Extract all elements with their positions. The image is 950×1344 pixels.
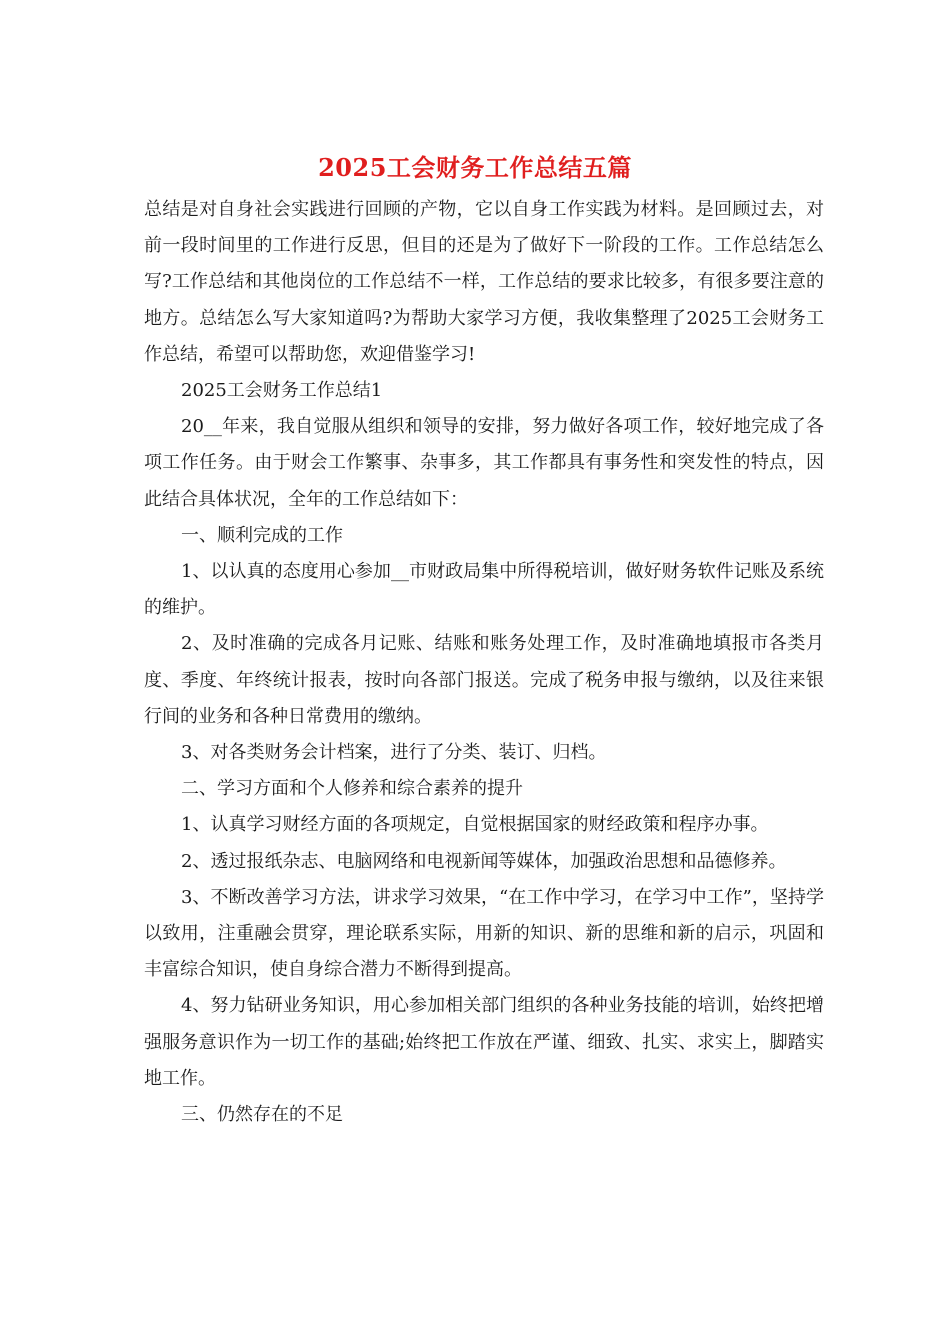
learning-item-4: 4、努力钻研业务知识，用心参加相关部门组织的各种业务技能的培训，始终把增强服务意识作为一切工作的基础;始终把工作放在严谨、细致、扎实、求实上，脚踏实地工作。 (144, 995, 824, 1089)
learning-item-3: 3、不断改善学习方法，讲求学习效果，“在工作中学习，在学习中工作”，坚持学以致用，注重融会贯穿，理论联系实际，用新的知识、新的思维和新的启示，巩固和丰富综合知识，使自身综合潜力不断得到提高。 (144, 886, 824, 981)
learning-item-2: 2、透过报纸杂志、电脑网络和电视新闻等媒体，加强政治思想和品德修养。 (181, 850, 787, 872)
document-body (144, 192, 824, 1133)
section-heading-summary-1: 2025工会财务工作总结1 (181, 380, 383, 402)
completed-work-item-2: 2、及时准确的完成各月记账、结账和账务处理工作，及时准确地填报市各类月度、季度、年终统计报表，按时向各部门报送。完成了税务申报与缴纳，以及往来银行间的业务和各种日常费用的缴纳。 (144, 633, 824, 727)
completed-work-item-3: 3、对各类财务会计档案，进行了分类、装订、归档。 (181, 742, 607, 764)
learning-item-1: 1、认真学习财经方面的各项规定，自觉根据国家的财经政策和程序办事。 (181, 814, 769, 836)
subheading-learning: 二、学习方面和个人修养和综合素养的提升 (181, 778, 523, 800)
summary-1-opening-paragraph: 20__年来，我自觉服从组织和领导的安排，努力做好各项工作，较好地完成了各项工作任务。由于财会工作繁事、杂事多，其工作都具有事务性和突发性的特点，因此结合具体状况，全年的工作总结如下： (144, 416, 824, 510)
document-title: 2025工会财务工作总结五篇 (318, 153, 632, 182)
intro-paragraph: 总结是对自身社会实践进行回顾的产物，它以自身工作实践为材料。是回顾过去，对前一段时间里的工作进行反思，但目的还是为了做好下一阶段的工作。工作总结怎么写?工作总结和其他岗位的工作总结不一样，工作总结的要求比较多，有很多要注意的地方。总结怎么写大家知道吗?为帮助大家学习方便，我收集整理了2025工会财务工作总结，希望可以帮助您，欢迎借鉴学习! (144, 199, 824, 365)
completed-work-item-1: 1、以认真的态度用心参加__市财政局集中所得税培训，做好财务软件记账及系统的维护。 (144, 561, 824, 619)
subheading-shortcomings: 三、仍然存在的不足 (181, 1104, 343, 1126)
subheading-completed-work: 一、顺利完成的工作 (181, 524, 343, 546)
